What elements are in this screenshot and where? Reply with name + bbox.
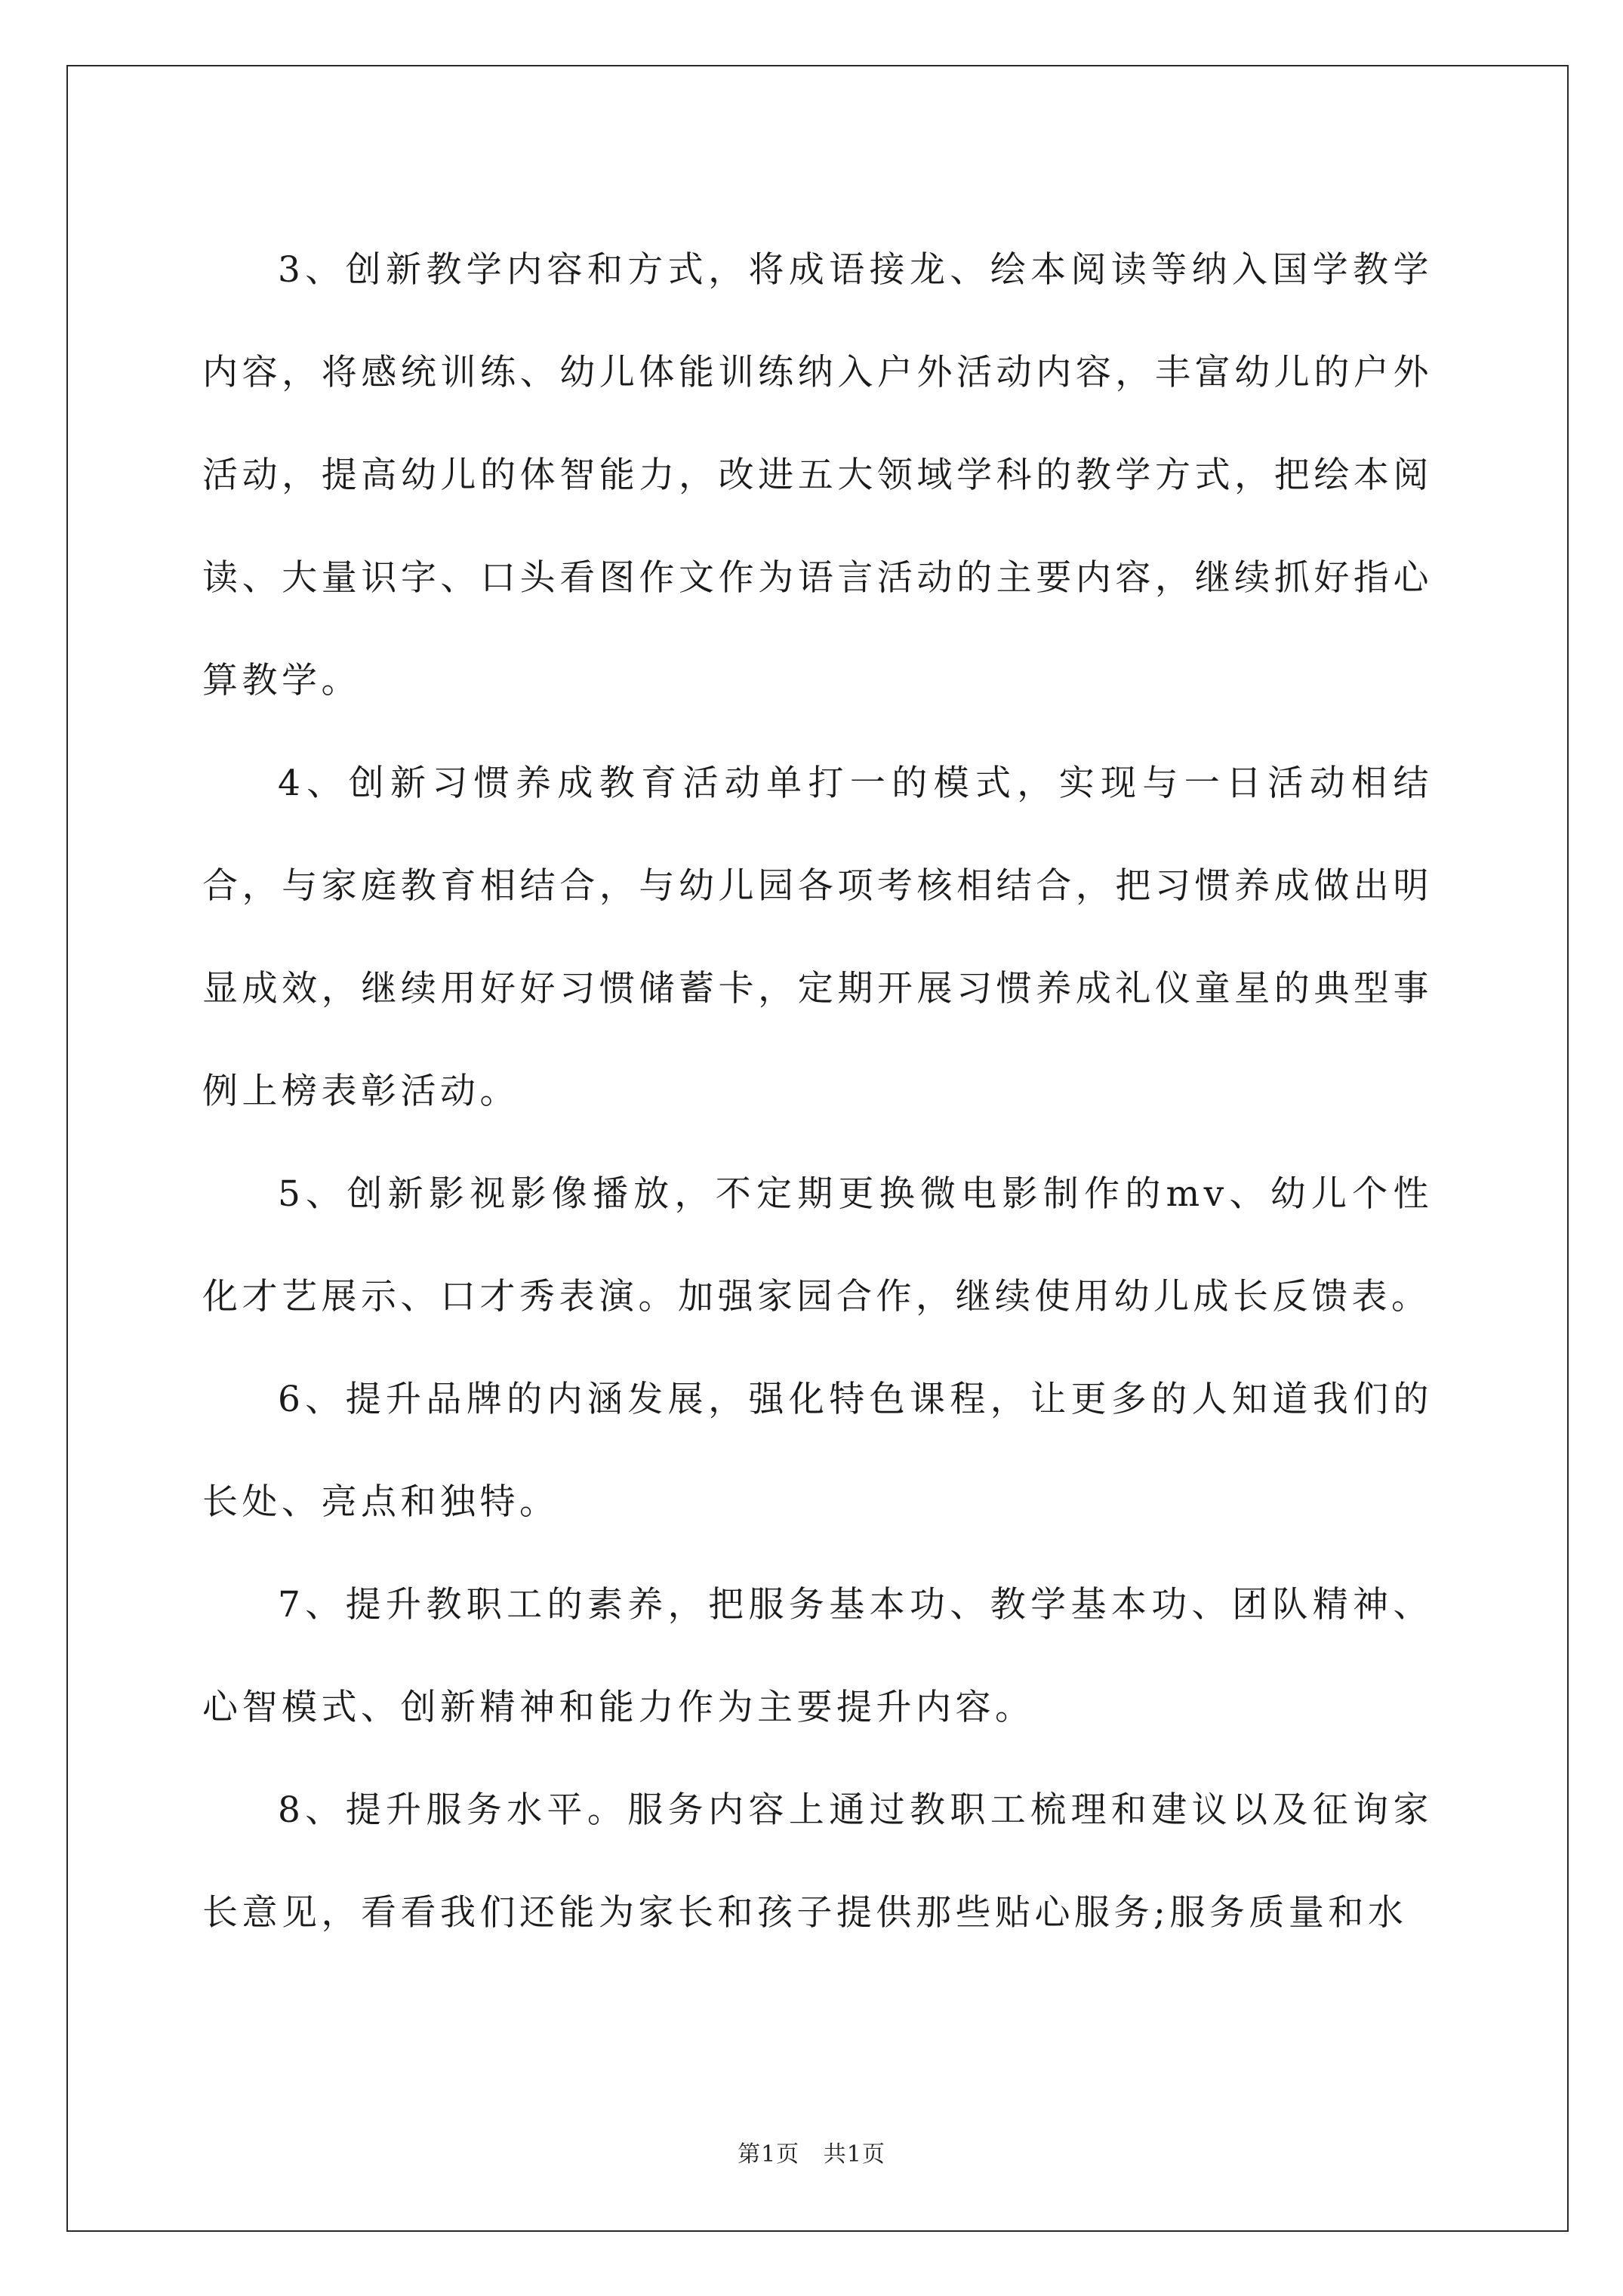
paragraph-3: 3、创新教学内容和方式，将成语接龙、绘本阅读等纳入国学教学内容，将感统训练、幼儿体能训练纳入户外活动内容，丰富幼儿的户外活动，提高幼儿的体智能力，改进五大领域学科的教学方式，把绘本阅读、大量识字、口头看图作文作为语言活动的主要内容，继续抓好指心算教学。	[202, 249, 1433, 701]
paragraph-5: 5、创新影视影像播放，不定期更换微电影制作的mv、幼儿个性化才艺展示、口才秀表演。加强家园合作，继续使用幼儿成长反馈表。	[202, 1173, 1433, 1318]
page-footer	[0, 2135, 1623, 2168]
page-total: 共1页	[823, 2141, 885, 2168]
paragraph-4: 4、创新习惯养成教育活动单打一的模式，实现与一日活动相结合，与家庭教育相结合，与幼儿园各项考核相结合，把习惯养成做出明显成效，继续用好好习惯储蓄卡，定期开展习惯养成礼仪童星的典型事例上榜表彰活动。	[202, 763, 1433, 1112]
paragraph-6: 6、提升品牌的内涵发展，强化特色课程，让更多的人知道我们的长处、亮点和独特。	[202, 1379, 1433, 1523]
paragraph-8: 8、提升服务水平。服务内容上通过教职工梳理和建议以及征询家长意见，看看我们还能为家长和孩子提供那些贴心服务;服务质量和水	[202, 1789, 1433, 1934]
footer-gap	[799, 2141, 824, 2168]
page-number: 第1页	[738, 2141, 800, 2168]
paragraph-7: 7、提升教职工的素养，把服务基本功、教学基本功、团队精神、心智模式、创新精神和能力作为主要提升内容。	[202, 1584, 1433, 1728]
document-body	[202, 219, 1433, 1965]
